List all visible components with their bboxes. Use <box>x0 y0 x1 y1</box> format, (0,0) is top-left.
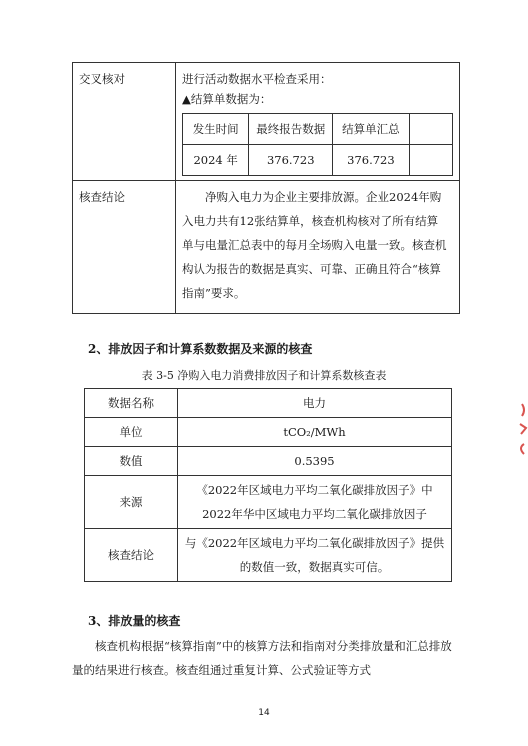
inner-header-cell: 发生时间 <box>183 114 249 145</box>
row-label: 数值 <box>85 447 178 476</box>
header-cell: 电力 <box>178 389 452 418</box>
header-cell: 数据名称 <box>85 389 178 418</box>
table-row <box>183 145 453 176</box>
inner-header-cell <box>409 114 452 145</box>
emission-factor-table <box>84 388 452 582</box>
inner-cell: 376.723 <box>249 145 333 176</box>
section-heading: 3、排放量的核查 <box>88 614 181 628</box>
table-row <box>85 476 452 529</box>
inner-cell <box>409 145 452 176</box>
inner-cell: 376.723 <box>333 145 410 176</box>
row-label: 交叉核对 <box>73 63 176 181</box>
settlement-data-line: ▲结算单数据为： <box>182 92 272 106</box>
inner-header-cell: 结算单汇总 <box>333 114 410 145</box>
table-row <box>85 447 452 476</box>
row-label: 单位 <box>85 418 178 447</box>
table-row <box>85 418 452 447</box>
table-row <box>73 63 460 181</box>
inner-cell: 2024 年 <box>183 145 249 176</box>
body-paragraph: 核查机构根据“核算指南”中的核算方法和指南对分类排放量和汇总排放量的结果进行核查。核查组通过重复计算、公式验证等方式 <box>72 639 452 677</box>
row-value: tCO₂/MWh <box>178 418 452 447</box>
table-row <box>73 181 460 314</box>
row-value: 与《2022年区域电力平均二氧化碳排放因子》提供的数值一致，数据真实可信。 <box>178 529 452 582</box>
row-value: 《2022年区域电力平均二氧化碳排放因子》中2022年华中区域电力平均二氧化碳排放因子 <box>178 476 452 529</box>
cross-check-line: 进行活动数据水平检查采用： <box>182 72 332 86</box>
conclusion-text: 净购入电力为企业主要排放源。企业2024年购入电力共有12张结算单，核查机构核对了所有结算单与电量汇总表中的每月全场购入电量一致。核查机构认为报告的数据是真实、可靠、正确且符合“核算指南”要求。 <box>176 181 460 314</box>
row-value: 0.5395 <box>178 447 452 476</box>
page-number: 14 <box>258 708 270 718</box>
row-label: 核查结论 <box>85 529 178 582</box>
verification-table <box>72 62 460 314</box>
cross-check-content <box>176 63 460 181</box>
settlement-inner-table <box>182 113 453 176</box>
table-row <box>183 114 453 145</box>
row-label: 来源 <box>85 476 178 529</box>
seal-stamp-icon <box>512 400 528 460</box>
inner-header-cell: 最终报告数据 <box>249 114 333 145</box>
table-row <box>85 529 452 582</box>
row-label: 核查结论 <box>73 181 176 314</box>
table-row <box>85 389 452 418</box>
table-caption: 表 3-5 净购入电力消费排放因子和计算系数核查表 <box>141 369 387 382</box>
section-heading: 2、排放因子和计算系数数据及来源的核查 <box>88 342 313 356</box>
